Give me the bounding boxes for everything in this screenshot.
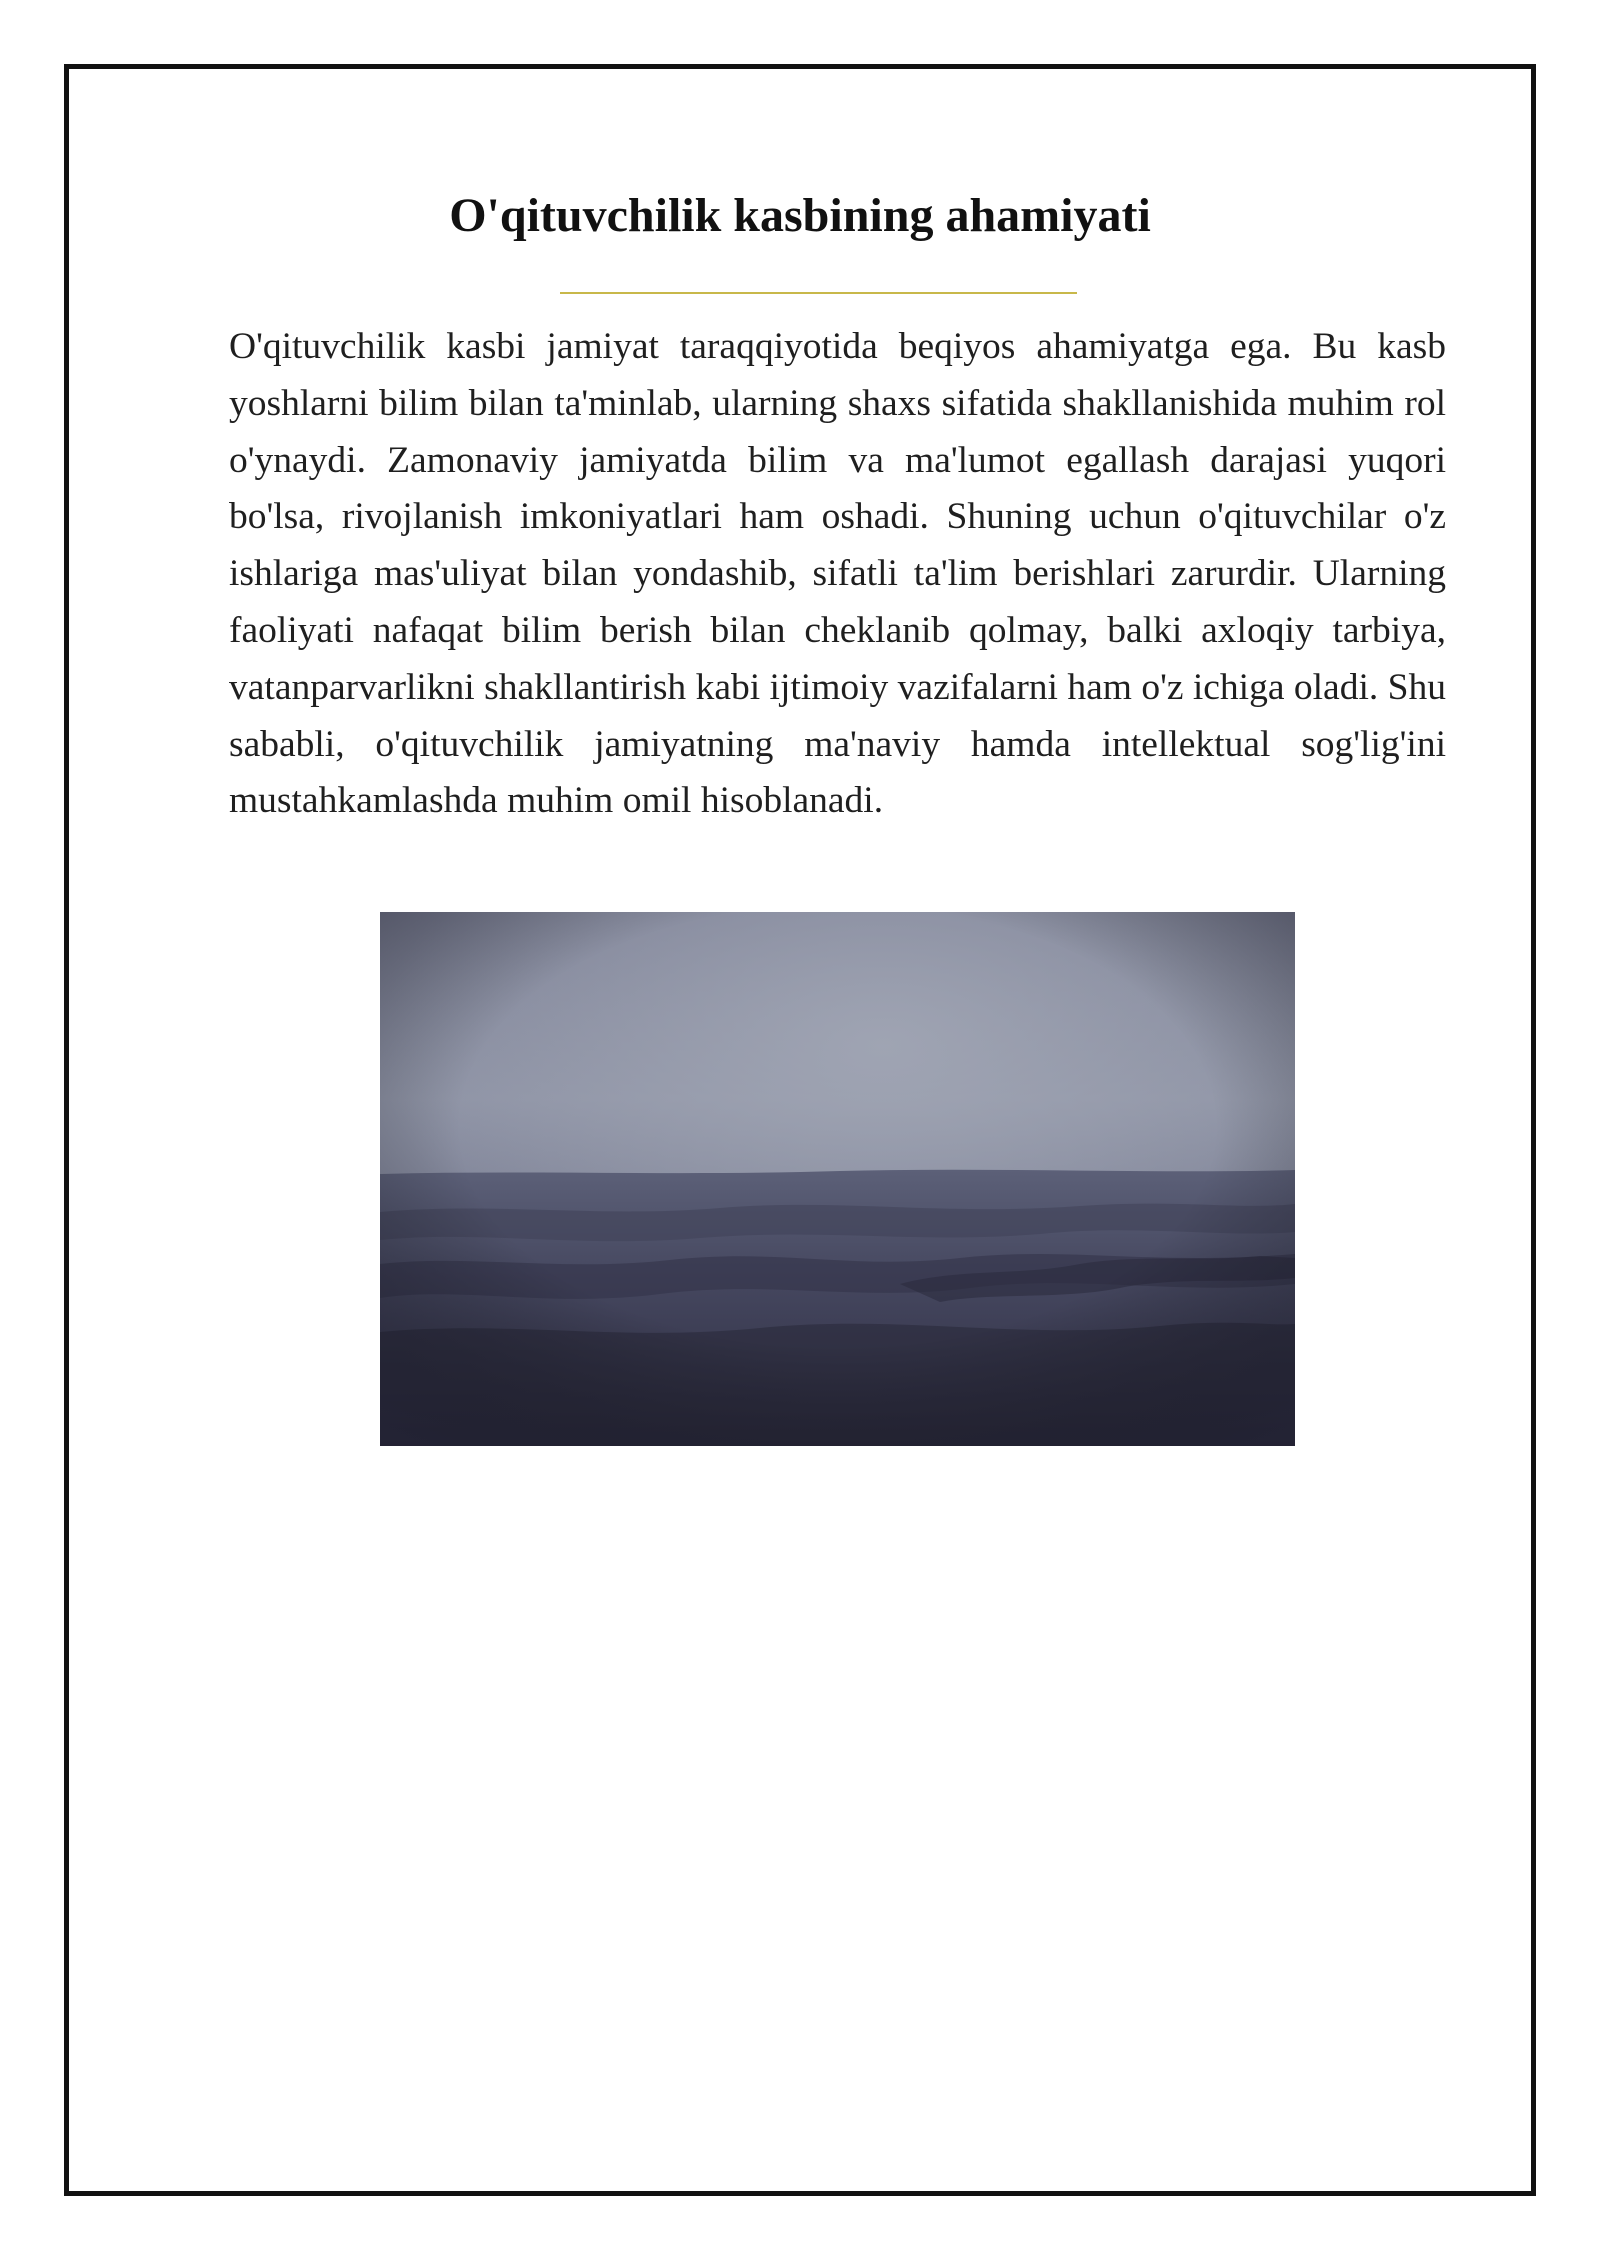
foggy-sea-photo <box>380 912 1295 1446</box>
document-title: O'qituvchilik kasbining ahamiyati <box>449 189 1151 242</box>
body-paragraph: O'qituvchilik kasbi jamiyat taraqqiyotida beqiyos ahamiyatga ega. Bu kasb yoshlarni bilim bilan ta'minlab, ularning shaxs sifatida shakllanishida muhim rol o'ynaydi. Zamonaviy jamiyatda bilim va ma'lumot egallash darajasi yuqori bo'lsa, rivojlanish imkoniyatlari ham oshadi. Shuning uchun o'qituvchilar o'z ishlariga mas'uliyat bilan yondashib, sifatli ta'lim berishlari zarurdir. Ularning faoliyati nafaqat bilim berish bilan cheklanib qolmay, balki axloqiy tarbiya, vatanparvarlikni shakllantirish kabi ijtimoiy vazifalarni ham o'z ichiga oladi. Shu sababli, o'qituvchilik jamiyatning ma'naviy hamda intellektual sog'lig'ini mustahkamlashda muhim omil hisoblanadi. <box>229 326 1446 822</box>
title-underline-divider <box>560 292 1077 294</box>
